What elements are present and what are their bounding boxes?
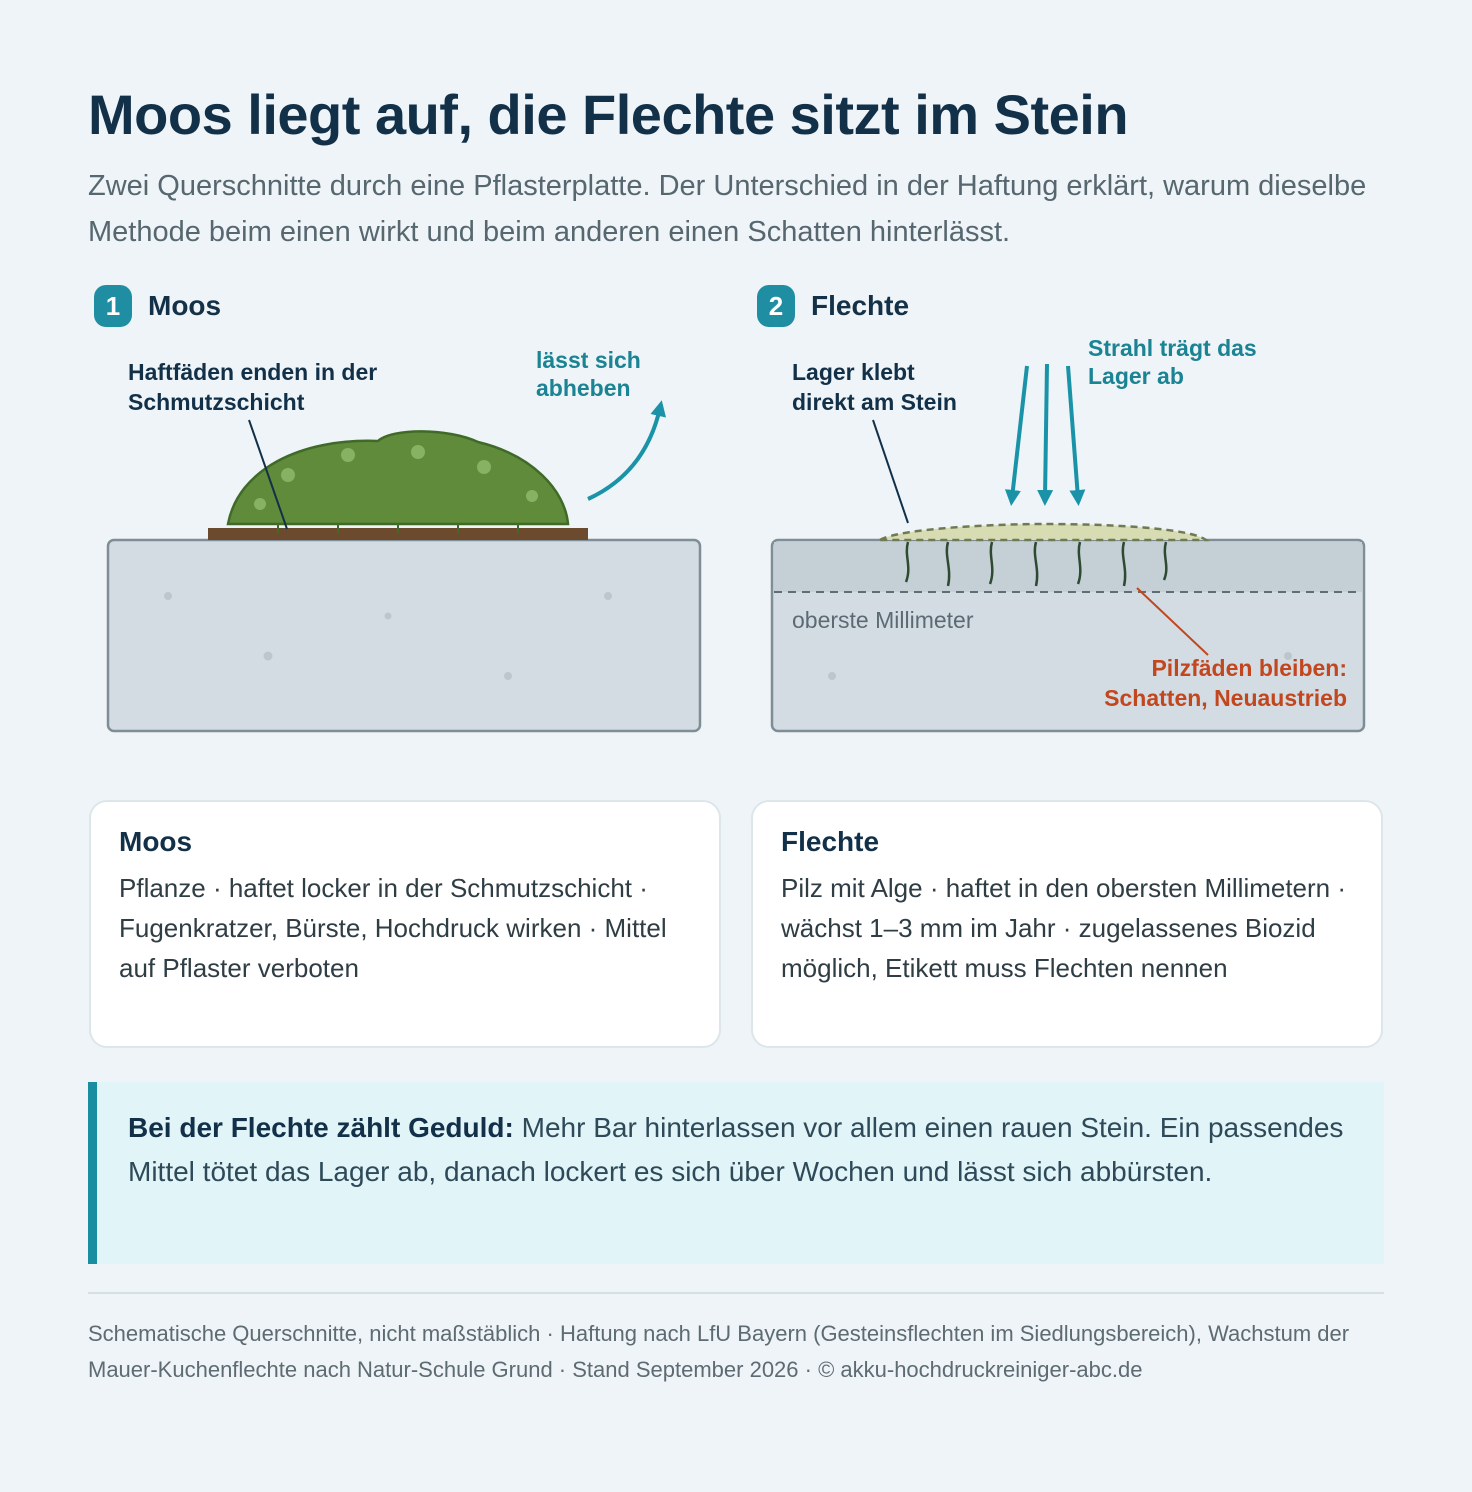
moss-card-title: Moos [119, 826, 193, 857]
lichen-card-title: Flechte [781, 826, 880, 857]
moss-lift-label-line2: abheben [536, 375, 631, 401]
moss-card-text: Pflanze · haftet locker in der Schmutzschicht · Fugenkratzer, Bürste, Hochdruck wirken · Mittel auf Pflaster verboten [119, 873, 667, 983]
callout-lead: Bei der Flechte zählt Geduld: [128, 1112, 514, 1143]
moss-number-badge: 1 [94, 285, 132, 327]
moss-anchor-label-line1: Haftfäden enden in der [128, 359, 378, 385]
lichen-info-card [751, 800, 1383, 1048]
lichen-thallus [880, 524, 1206, 540]
top-layer-label: oberste Millimeter [792, 607, 974, 633]
lichen-thallus-label-line1: Lager klebt [792, 359, 915, 385]
page-title: Moos liegt auf, die Flechte sitzt im Stein [88, 83, 1129, 146]
jet-label-line2: Lager ab [1088, 363, 1184, 389]
top-millimeter-layer [774, 542, 1362, 592]
moss-cross-section [108, 347, 700, 731]
callout-text: Mehr Bar hinterlassen vor allem einen rauen Stein. Ein passendes Mittel tötet das Lager ab, danach lockert es sich über Wochen und lässt sich abbürsten. [128, 1112, 1344, 1187]
lichen-thallus-label-line2: direkt am Stein [792, 389, 957, 415]
moss-stone-slab [108, 540, 700, 731]
lichen-section-label: Flechte [811, 290, 910, 321]
moss-section-label: Moos [148, 290, 222, 321]
water-jet-arrows [1012, 364, 1078, 498]
thallus-leader-line [873, 420, 908, 523]
moss-cushion [228, 431, 568, 524]
moss-anchor-label-line2: Schmutzschicht [128, 389, 305, 415]
hyphae-label-line2: Schatten, Neuaustrieb [1104, 685, 1347, 711]
lichen-card-text: Pilz mit Alge · haftet in den obersten Millimetern · wächst 1–3 mm im Jahr · zugelassenes Biozid möglich, Etikett muss Flechten nennen [781, 873, 1347, 983]
page-subtitle: Zwei Querschnitte durch eine Pflasterplatte. Der Unterschied in der Haftung erklärt, warum dieselbe Methode beim einen wirkt und beim anderen einen Schatten hinterlässt. [88, 170, 1367, 248]
lichen-number-badge: 2 [757, 285, 795, 327]
footer-divider [88, 1292, 1384, 1294]
lichen-cross-section [772, 335, 1364, 731]
source-footnote: Schematische Querschnitte, nicht maßstäblich · Haftung nach LfU Bayern (Gesteinsflechten im Siedlungsbereich), Wachstum der Mauer-Kuchenflechte nach Natur-Schule Grund · Stand September 2026 · © akku-hochdruckreiniger-abc.de [88, 1321, 1350, 1382]
hyphae-label-line1: Pilzfäden bleiben: [1151, 655, 1347, 681]
lift-arrow [588, 408, 660, 499]
patience-callout [88, 1082, 1384, 1264]
moss-lift-label-line1: lässt sich [536, 347, 641, 373]
jet-label-line1: Strahl trägt das [1088, 335, 1257, 361]
moss-info-card [89, 800, 721, 1048]
